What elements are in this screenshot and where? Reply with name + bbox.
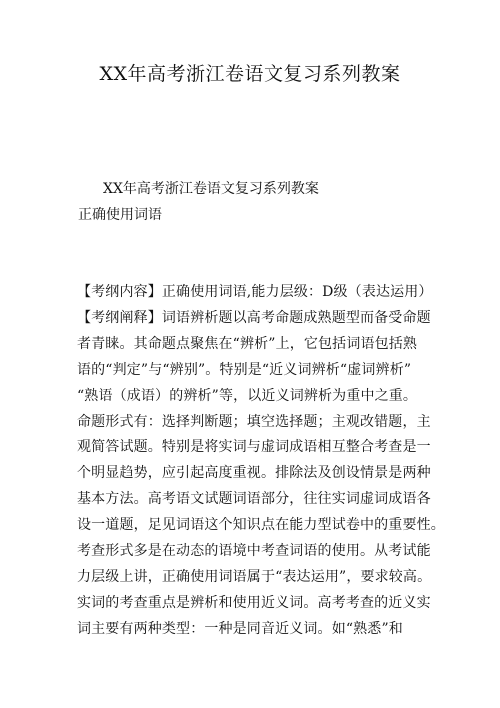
body-line: 考查形式多是在动态的语境中考查词语的使用。从考试能: [77, 543, 431, 560]
document-title: XX年高考浙江卷语文复习系列教案: [99, 63, 401, 85]
body-line: “熟语（成语）的辨析”等，以近义词辨析为重中之重。: [77, 387, 418, 404]
body-line: 观简答试题。特别是将实词与虚词成语相互整合考查是一: [77, 439, 431, 456]
body-line: 【考纲内容】正确使用词语,能力层级：D级（表达运用）: [77, 284, 433, 300]
body-line: 词主要有两种类型：一种是同音近义词。如“熟悉”和: [77, 620, 403, 637]
body-line: 基本方法。高考语文试题词语部分，往往实词虚词成语各: [77, 491, 431, 508]
body-line: 力层级上讲，正确使用词语属于“表达运用”，要求较高。: [77, 568, 432, 585]
body-line: 命题形式有：选择判断题；填空选择题；主观改错题，主: [77, 413, 431, 430]
body-line: 实词的考查重点是辨析和使用近义词。高考考查的近义实: [77, 594, 431, 611]
body-line: 设一道题，足见词语这个知识点在能力型试卷中的重要性。: [77, 517, 445, 534]
body-line: 个明显趋势，应引起高度重视。排除法及创设情景是两种: [77, 465, 431, 482]
body-text: [77, 280, 445, 643]
section-title: 正确使用词语: [78, 207, 162, 223]
body-line: 【考纲阐释】词语辨析题以高考命题成熟题型而备受命题: [77, 309, 431, 326]
document-subtitle: XX年高考浙江卷语文复习系列教案: [103, 181, 319, 197]
body-line: 者青睐。其命题点聚焦在“辨析”上，它包括词语包括熟: [77, 335, 418, 352]
body-line: 语的“判定”与“辨别”。特别是“近义词辨析“虚词辨析”: [77, 361, 412, 378]
